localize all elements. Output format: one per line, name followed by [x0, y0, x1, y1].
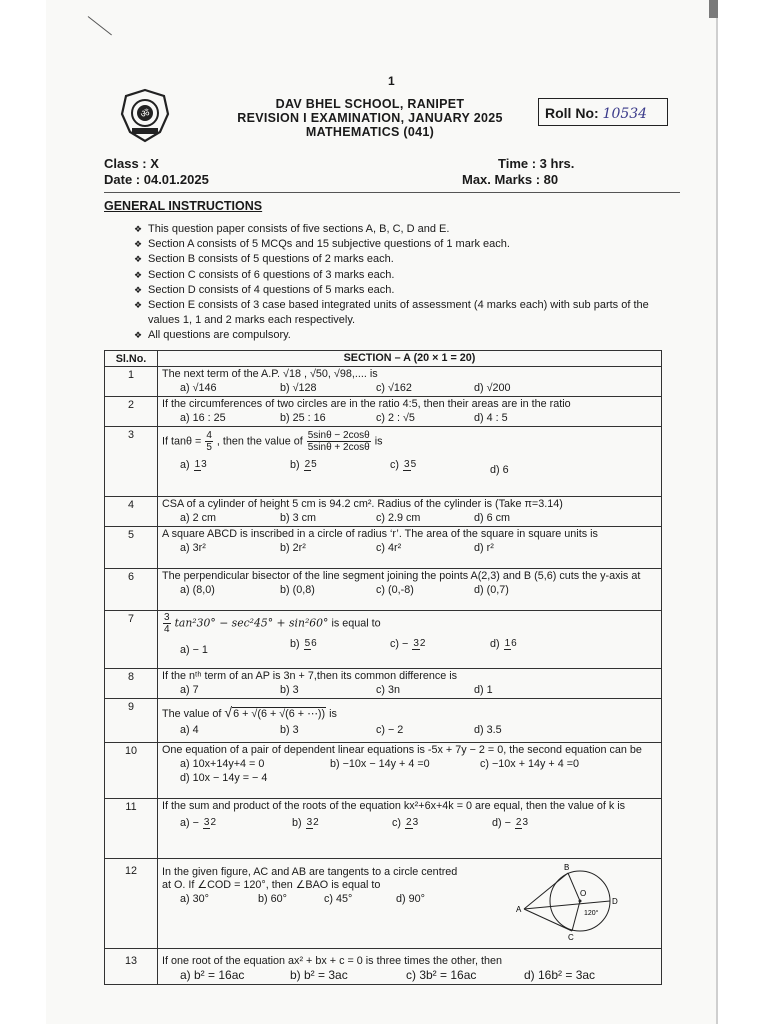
text-fragment: The value of [162, 708, 222, 720]
table-row [105, 569, 662, 611]
radius-ob [568, 873, 580, 901]
option-label: c) [392, 817, 401, 829]
instructions-title: GENERAL INSTRUCTIONS [104, 199, 263, 213]
numerator: 1 [194, 459, 201, 471]
option-label: d) − [492, 817, 511, 829]
denominator: 2 [313, 817, 319, 829]
option: c) −10x + 14y + 4 =0 [480, 758, 580, 770]
denominator: 2 [419, 638, 426, 650]
time-label: Time : 3 hrs. [498, 156, 575, 171]
numerator: 5sinθ − 2cosθ [307, 430, 370, 441]
options-row [162, 684, 657, 697]
question-number: 5 [105, 527, 158, 569]
option: c) 45° [324, 893, 353, 905]
radius-oc [572, 901, 580, 931]
center-point [579, 900, 582, 903]
options-row [162, 758, 657, 771]
label-c: C [568, 933, 574, 942]
option: b) 2r² [280, 542, 306, 554]
question-text: One equation of a pair of dependent linear equations is -5x + 7y − 2 = 0, the second equation can be [162, 744, 642, 756]
numerator: 4 [206, 430, 212, 441]
option: a) (8,0) [180, 584, 215, 596]
table-row [105, 743, 662, 799]
school-logo [116, 88, 174, 144]
option: a) √146 [180, 382, 217, 394]
question-text: If the circumferences of two circles are in the ratio 4:5, then their areas are in the ratio [162, 398, 571, 410]
table-row [105, 799, 662, 859]
fraction [194, 459, 207, 471]
roll-value: 10534 [602, 106, 648, 122]
text-fragment: is equal to [331, 617, 381, 630]
question-number: 12 [105, 859, 158, 949]
roll-label: Roll No: [545, 105, 599, 121]
fraction [304, 459, 317, 471]
option: c) 3n [376, 684, 401, 696]
options-row [162, 412, 657, 425]
table-row [105, 427, 662, 497]
instruction-item: ❖ All questions are compulsory. [134, 328, 674, 343]
option: c) 2 : √5 [376, 412, 415, 424]
fraction [405, 817, 418, 829]
question-number: 7 [105, 611, 158, 669]
fraction [412, 638, 425, 650]
option: b) √128 [280, 382, 317, 394]
svg-text:ॐ: ॐ [140, 109, 150, 120]
option: d) r² [474, 542, 494, 554]
text-fragment: is [329, 708, 337, 720]
option [392, 817, 492, 830]
table-row [105, 699, 662, 743]
denominator: 3 [412, 817, 419, 829]
option: a) 10x+14y+4 = 0 [180, 758, 265, 770]
option [290, 638, 390, 657]
option: d) √200 [474, 382, 511, 394]
option: c) (0,-8) [376, 584, 414, 596]
question-text: If the sum and product of the roots of the equation kx²+6x+4k = 0 are equal, then the value of k is [162, 800, 626, 812]
denominator: 3 [522, 817, 529, 829]
question-text: A square ABCD is inscribed in a circle of radius ‘r’. The area of the square in square units is [162, 528, 598, 540]
label-d: D [612, 897, 618, 906]
option: b) 3 [280, 724, 299, 736]
question-text [162, 612, 657, 635]
option-label: a) − [180, 817, 199, 829]
option [162, 459, 290, 477]
label-b: B [564, 863, 570, 872]
date-label: Date : 04.01.2025 [104, 172, 209, 187]
denominator: 6 [311, 638, 317, 650]
question-text [162, 430, 657, 453]
option: d) 1 [474, 684, 493, 696]
option-label: d) [490, 638, 500, 650]
question-number: 11 [105, 799, 158, 859]
line-ad [524, 901, 610, 909]
table-row [105, 859, 662, 949]
table-row [105, 949, 662, 985]
option: c) √162 [376, 382, 412, 394]
option: a) 16 : 25 [180, 412, 226, 424]
text-fragment: , then the value of [216, 435, 303, 448]
instructions-list [134, 222, 674, 344]
numerator: 3 [164, 612, 170, 623]
option: c) 3b² = 16ac [406, 968, 477, 982]
radical-expression: 6 + √(6 + √(6 + ⋯)) [233, 708, 326, 720]
options-row [162, 382, 657, 395]
option: d) 10x − 14y = − 4 [180, 772, 268, 784]
numerator: 5 [304, 638, 311, 650]
numerator: 2 [304, 459, 311, 471]
options-row [162, 969, 657, 982]
option-label: a) [180, 459, 190, 471]
options-row [162, 459, 657, 477]
roll-number-box [538, 98, 668, 126]
text-fragment: is [374, 435, 383, 448]
numerator: 3 [404, 459, 410, 471]
text-fragment: If tanθ = [162, 435, 202, 448]
numerator: 3 [306, 817, 313, 829]
table-row [105, 527, 662, 569]
instruction-item: ❖ Section E consists of 3 case based integrated units of assessment (4 marks each) with sub parts of the values 1, 1 and 2 marks each respectively. [134, 298, 674, 328]
question-text: The perpendicular bisector of the line segment joining the points A(2,3) and B (5,6) cuts the y-axis at [162, 570, 641, 582]
denominator: 6 [511, 638, 517, 650]
label-o: O [580, 889, 587, 898]
option: b) 3 cm [280, 512, 316, 524]
instruction-item: ❖ Section A consists of 5 MCQs and 15 subjective questions of 1 mark each. [134, 237, 674, 252]
option: b) (0,8) [280, 584, 315, 596]
tangent-ac [524, 909, 572, 931]
question-text: CSA of a cylinder of height 5 cm is 94.2 cm². Radius of the cylinder is (Take π=3.14) [162, 498, 563, 510]
numerator: 2 [406, 817, 412, 829]
option [162, 817, 292, 830]
option: d) 6 cm [474, 512, 510, 524]
option: a) − 1 [180, 644, 208, 656]
options-row [162, 724, 657, 737]
option: d) (0,7) [474, 584, 509, 596]
option: c) 4r² [376, 542, 402, 554]
question-number: 6 [105, 569, 158, 611]
question-number: 2 [105, 397, 158, 427]
denominator: 5sinθ + 2cosθ [307, 442, 370, 453]
options-row [162, 817, 657, 830]
question-text: The value of √6 + √(6 + √(6 + ⋯)) is [162, 704, 337, 720]
trig-expression: tan²30° − sec²45° + sin²60° [174, 616, 329, 630]
scan-mark [709, 0, 718, 18]
option: c) − 2 [376, 724, 404, 736]
instruction-item: ❖ Section B consists of 5 questions of 2 marks each. [134, 252, 674, 267]
option: a) b² = 16ac [180, 968, 245, 982]
option: b) 60° [258, 893, 287, 905]
option: b) b² = 3ac [290, 968, 348, 982]
fraction [306, 817, 319, 829]
option: d) 16b² = 3ac [524, 968, 596, 982]
option-label: b) [292, 817, 302, 829]
max-marks-label: Max. Marks : 80 [462, 172, 559, 187]
question-number: 8 [105, 669, 158, 699]
option: a) 7 [180, 684, 199, 696]
option: d) 3.5 [474, 724, 502, 736]
question-number: 10 [105, 743, 158, 799]
question-number: 9 [105, 699, 158, 743]
question-number: 1 [105, 367, 158, 397]
exam-title: REVISION I EXAMINATION, JANUARY 2025 [237, 111, 503, 125]
numerator: 2 [515, 817, 522, 829]
option [292, 817, 392, 830]
option: d) 6 [490, 464, 509, 476]
option [490, 638, 518, 657]
option [290, 459, 390, 477]
table-row [105, 397, 662, 427]
denominator: 4 [164, 624, 170, 635]
numerator: 3 [203, 817, 210, 829]
subject-title: MATHEMATICS (041) [305, 125, 435, 139]
option [390, 459, 490, 477]
option [390, 638, 490, 657]
numerator: 1 [504, 638, 511, 650]
question-number: 13 [105, 949, 158, 985]
denominator: 2 [210, 817, 217, 829]
question-text: The next term of the A.P. √18 , √50, √98,.... is [162, 368, 378, 380]
question-number: 4 [105, 497, 158, 527]
question-text: If the nᵗʰ term of an AP is 3n + 7,then its common difference is [162, 670, 458, 682]
options-row [162, 584, 657, 597]
section-a-title: SECTION – A (20 × 1 = 20) [158, 351, 662, 367]
option-label: c) − [390, 638, 409, 650]
option: b) 3 [280, 684, 299, 696]
options-row [162, 772, 657, 785]
denominator: 5 [311, 459, 317, 471]
label-a: A [516, 905, 522, 914]
denominator: 5 [206, 442, 212, 453]
fraction [304, 638, 317, 650]
options-row [162, 512, 657, 525]
numerator: 3 [413, 638, 419, 650]
denominator: 3 [201, 459, 207, 471]
option: a) 30° [180, 893, 209, 905]
header-rule [104, 192, 680, 193]
col-header-number: Sl.No. [105, 351, 158, 367]
fraction [307, 430, 371, 453]
paper-edge [716, 0, 718, 1024]
fraction [203, 817, 216, 829]
class-label: Class : X [104, 156, 159, 171]
fraction [403, 459, 416, 471]
question-text: In the given figure, AC and AB are tangents to a circle centred at O. If ∠COD = 120°, then ∠BAO is equal to [162, 866, 458, 891]
question-number: 3 [105, 427, 158, 497]
option: c) 2.9 cm [376, 512, 421, 524]
angle-label: 120° [584, 910, 599, 917]
option: b) −10x − 14y + 4 =0 [330, 758, 430, 770]
instruction-item: ❖ Section D consists of 4 questions of 5 marks each. [134, 283, 674, 298]
option: d) 90° [396, 893, 425, 905]
tangent-ab [524, 873, 568, 909]
table-row [105, 611, 662, 669]
option-label: b) [290, 459, 300, 471]
school-name: DAV BHEL SCHOOL, RANIPET [275, 97, 465, 111]
page-number: 1 [388, 74, 395, 88]
option [492, 817, 529, 830]
table-row [105, 367, 662, 397]
table-row [105, 497, 662, 527]
option-label: b) [290, 638, 300, 650]
tangent-circle-figure [510, 861, 650, 945]
fraction [205, 430, 213, 453]
instruction-item: ❖ This question paper consists of five sections A, B, C, D and E. [134, 222, 674, 237]
option-label: c) [390, 459, 399, 471]
fraction [515, 817, 528, 829]
question-text: If one root of the equation ax² + bx + c = 0 is three times the other, then [162, 955, 503, 967]
options-row [162, 542, 657, 555]
option: a) 4 [180, 724, 199, 736]
table-row [105, 669, 662, 699]
questions-table [104, 350, 662, 985]
fraction [163, 612, 171, 635]
options-row [162, 638, 657, 657]
denominator: 5 [410, 459, 417, 471]
option: b) 25 : 16 [280, 412, 326, 424]
option: a) 2 cm [180, 512, 216, 524]
option: a) 3r² [180, 542, 206, 554]
option: d) 4 : 5 [474, 412, 508, 424]
fraction [504, 638, 517, 650]
instruction-item: ❖ Section C consists of 6 questions of 3 marks each. [134, 268, 674, 283]
